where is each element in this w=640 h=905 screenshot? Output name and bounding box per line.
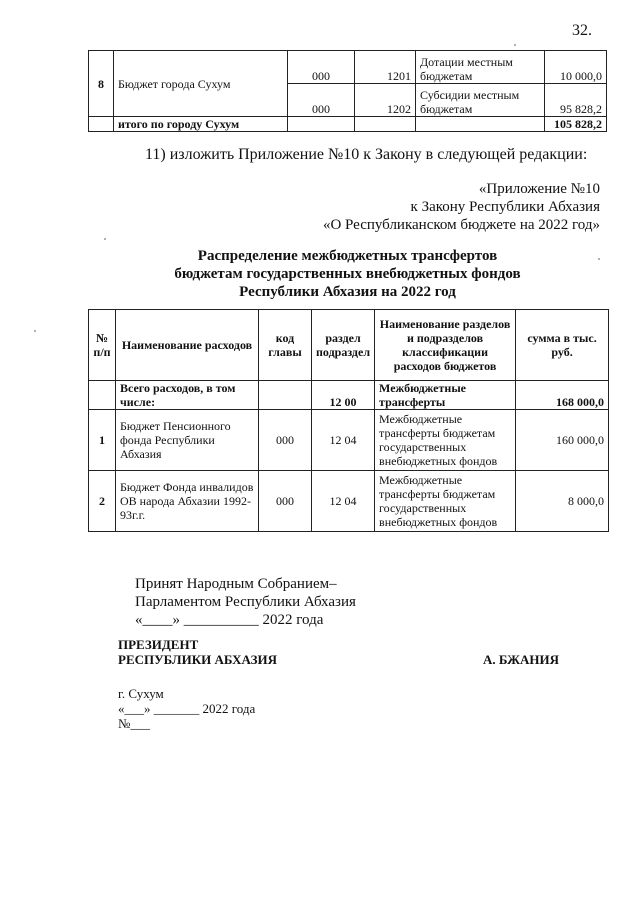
amount-cell: 160 000,0 (516, 410, 609, 471)
section-cell: 1201 (355, 51, 416, 84)
date-line: «___» _______ 2022 года (118, 701, 256, 716)
city: г. Сухум (118, 686, 164, 701)
president-line: ПРЕЗИДЕНТ (118, 637, 199, 652)
place-and-date (118, 686, 255, 731)
total-row (89, 381, 609, 410)
budget-table-sukhum (88, 50, 607, 132)
code-cell: 000 (288, 51, 355, 84)
appendix-line: к Закону Республики Абхазия (410, 199, 600, 215)
amount-cell: 10 000,0 (545, 51, 607, 84)
section-cell: 12 04 (312, 410, 375, 471)
column-header: код главы (259, 310, 312, 381)
title-line: Распределение межбюджетных трансфертов (197, 248, 498, 264)
adoption-note (135, 575, 356, 629)
total-amount: 168 000,0 (516, 381, 609, 410)
section-cell: 1202 (355, 84, 416, 117)
description-cell: Межбюджетные трансферты бюджетам государственных внебюджетных фондов (375, 410, 516, 471)
document-title (88, 247, 607, 301)
amendment-paragraph: 11) изложить Приложение №10 к Закону в следующей редакции: (145, 146, 588, 163)
appendix-line: «Приложение №10 (478, 181, 600, 197)
adoption-line: Принят Народным Собранием– (135, 576, 337, 592)
total-label: итого по городу Сухум (114, 117, 288, 132)
description-cell: Межбюджетные трансферты бюджетам государственных внебюджетных фондов (375, 471, 516, 532)
table-row (89, 471, 609, 532)
president-line: РЕСПУБЛИКИ АБХАЗИЯ (118, 652, 277, 667)
budget-name: Бюджет города Сухум (114, 51, 288, 117)
total-name: Всего расходов, в том числе: (116, 381, 259, 410)
appendix-header (323, 180, 600, 234)
number-line: №___ (118, 716, 150, 731)
page-number: 32. (572, 22, 592, 39)
section-cell: 12 04 (312, 471, 375, 532)
adoption-line: «____» __________ 2022 года (135, 612, 324, 628)
title-line: бюджетам государственных внебюджетных фондов (174, 266, 521, 282)
appendix-line: «О Республиканском бюджете на 2022 год» (322, 217, 600, 233)
total-description: Межбюджетные трансферты (375, 381, 516, 410)
total-row (89, 117, 607, 132)
column-header: Наименование расходов (116, 310, 259, 381)
budget-name: Бюджет Фонда инвалидов ОВ народа Абхазии 1992-93г.г. (116, 471, 259, 532)
transfers-table (88, 309, 609, 532)
row-number: 8 (89, 51, 114, 117)
column-header: Наименование разделов и подразделов классификации расходов бюджетов (375, 310, 516, 381)
column-header: сумма в тыс. руб. (516, 310, 609, 381)
adoption-line: Парламентом Республики Абхазия (135, 594, 356, 610)
amount-cell: 95 828,2 (545, 84, 607, 117)
table-row (89, 51, 607, 84)
total-section: 12 00 (312, 381, 375, 410)
scan-speck (104, 238, 106, 240)
code-cell: 000 (259, 471, 312, 532)
total-amount: 105 828,2 (545, 117, 607, 132)
scan-speck (598, 258, 600, 260)
description-cell: Субсидии местным бюджетам (416, 84, 545, 117)
column-header: раздел подраздел (312, 310, 375, 381)
row-number: 1 (89, 410, 116, 471)
code-cell: 000 (288, 84, 355, 117)
president-title (118, 637, 277, 667)
table-header-row (89, 310, 609, 381)
scan-speck (34, 330, 36, 332)
budget-name: Бюджет Пенсионного фонда Республики Абхазия (116, 410, 259, 471)
column-header: № п/п (89, 310, 116, 381)
president-name: А. БЖАНИЯ (483, 652, 560, 667)
title-line: Республики Абхазия на 2022 год (239, 284, 456, 300)
row-number: 2 (89, 471, 116, 532)
amount-cell: 8 000,0 (516, 471, 609, 532)
table-row (89, 410, 609, 471)
scan-speck (514, 44, 516, 46)
code-cell: 000 (259, 410, 312, 471)
description-cell: Дотации местным бюджетам (416, 51, 545, 84)
